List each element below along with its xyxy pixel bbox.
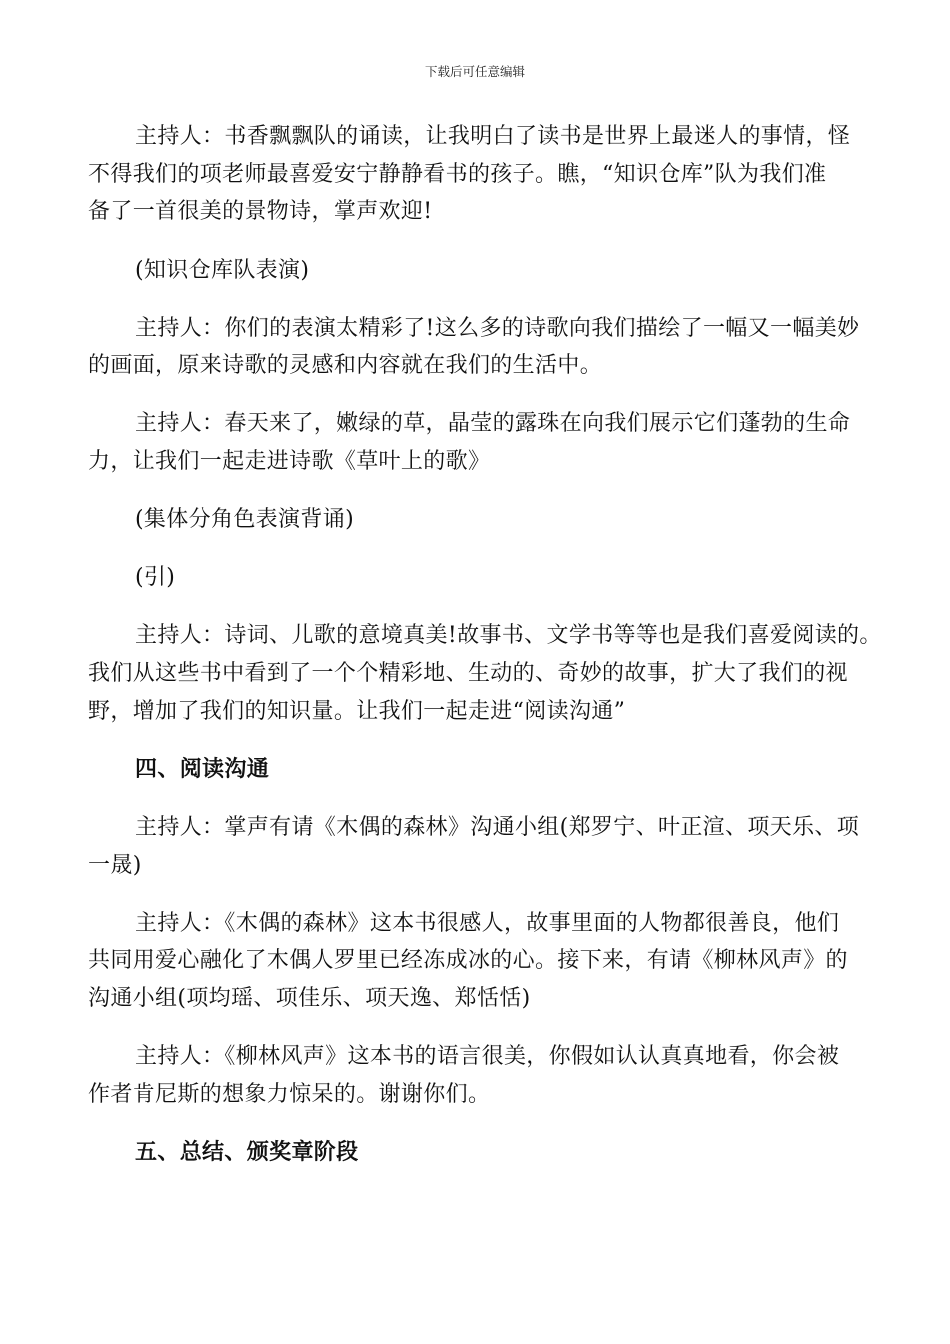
section-heading-summary-awards (88, 1134, 908, 1172)
paragraph-line: 主持人：《木偶的森林》这本书很感人，故事里面的人物都很善良，他们 (135, 910, 840, 936)
paragraph-line: 野，增加了我们的知识量。让我们一起走进“阅读沟通” (88, 698, 626, 724)
stage-direction-group-recital (88, 501, 908, 539)
paragraph-line: 我们从这些书中看到了一个个精彩地、生动的、奇妙的故事，扩大了我们的视 (88, 661, 848, 687)
header-note: 下载后可任意编辑 (424, 64, 525, 79)
section-heading-text: 五、总结、颁奖章阶段 (135, 1139, 359, 1166)
paragraph-line: 一晟) (88, 852, 142, 878)
document-body (88, 118, 908, 1192)
paragraph-line: (知识仓库队表演) (135, 257, 310, 283)
host-speech-willows-review (88, 1038, 908, 1113)
section-heading-text: 四、阅读沟通 (135, 755, 270, 782)
host-speech-puppet-forest-review (88, 905, 908, 1018)
paragraph-line: 备了一首很美的景物诗，掌声欢迎! (88, 199, 433, 225)
paragraph-line: 沟通小组(项均瑶、项佳乐、项天逸、郑恬恬) (88, 986, 531, 1012)
paragraph-line: 主持人：掌声有请《木偶的森林》沟通小组(郑罗宁、叶正渲、项天乐、项 (135, 814, 860, 840)
paragraph-line: 共同用爱心融化了木偶人罗里已经冻成冰的心。接下来，有请《柳林风声》的 (88, 948, 848, 974)
paragraph-line: 作者肯尼斯的想象力惊呆的。谢谢你们。 (88, 1081, 491, 1107)
host-speech-spring (88, 405, 908, 480)
paragraph-line: 主持人：诗词、儿歌的意境真美!故事书、文学书等等也是我们喜爱阅读的。 (135, 623, 882, 649)
host-speech-performance (88, 310, 908, 385)
paragraph-line: 主持人：你们的表演太精彩了!这么多的诗歌向我们描绘了一幅又一幅美妙 (135, 315, 860, 341)
paragraph-line: 的画面，原来诗歌的灵感和内容就在我们的生活中。 (88, 353, 603, 379)
stage-direction-knowledge-team (88, 252, 908, 290)
host-speech-shuxiang (88, 118, 908, 231)
paragraph-line: (引) (135, 565, 176, 591)
paragraph-line: 主持人：《柳林风声》这本书的语言很美，你假如认认真真地看，你会被 (135, 1044, 840, 1070)
stage-direction-lead-in (88, 559, 908, 597)
paragraph-line: (集体分角色表演背诵) (135, 507, 355, 533)
host-speech-stories (88, 617, 908, 730)
paragraph-line: 主持人：春天来了，嫩绿的草，晶莹的露珠在向我们展示它们蓬勃的生命 (135, 411, 851, 437)
host-speech-puppet-forest-intro (88, 809, 908, 884)
paragraph-line: 主持人：书香飘飘队的诵读，让我明白了读书是世界上最迷人的事情，怪 (135, 124, 851, 149)
section-heading-reading-exchange (88, 751, 908, 789)
paragraph-line: 力，让我们一起走进诗歌《草叶上的歌》 (88, 449, 491, 475)
paragraph-line: 不得我们的项老师最喜爱安宁静静看书的孩子。瞧，“知识仓库”队为我们准 (88, 161, 827, 187)
